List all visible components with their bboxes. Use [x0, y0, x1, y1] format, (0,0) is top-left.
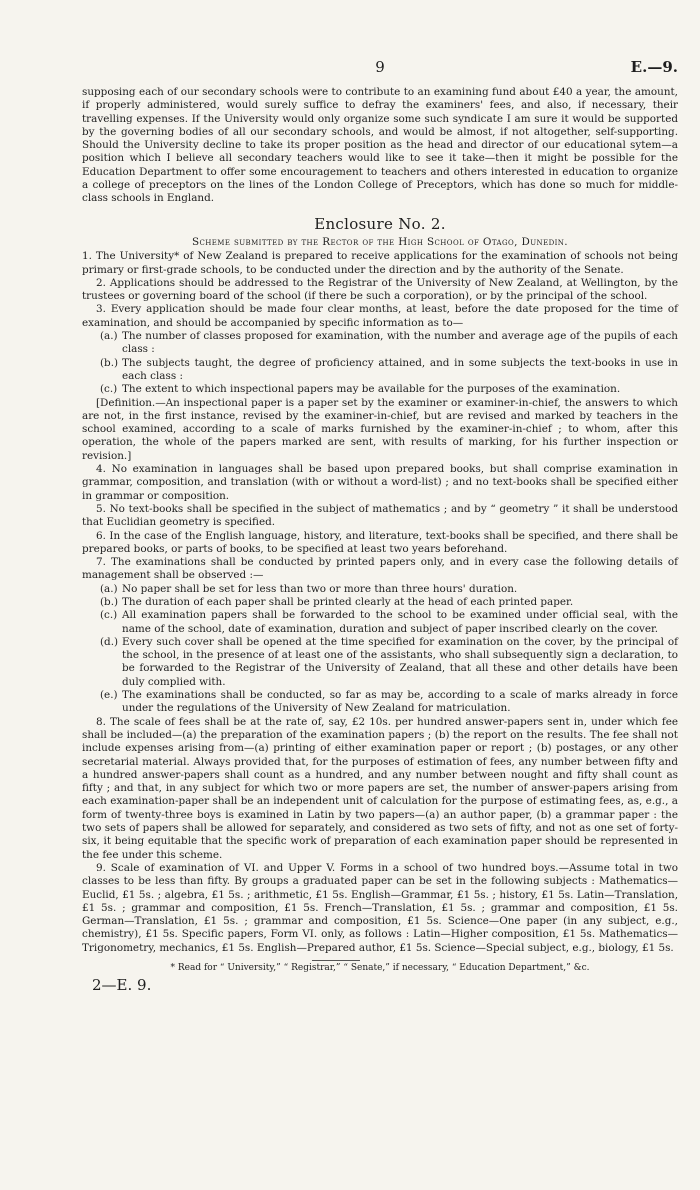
list-item	[100, 689, 678, 716]
list-item-label: (e.)	[100, 689, 118, 702]
page-number: 9	[375, 58, 385, 76]
list-item-text: Every such cover shall be opened at the time specified for examination on the cover, by the principal of the school, in the presence of at least one of the assistants, who shall subsequently sign a declaration, to be forwarded to the Registrar of the University of Zealand, that all these and other details have been duly complied with.	[122, 635, 678, 688]
list-item-label: (b.)	[100, 356, 119, 369]
paragraph-9: 9. Scale of examination of VI. and Upper V. Forms in a school of two hundred boys.—Assume total in two classes to be less than fifty. By groups a graduated paper can be set in the following subjects : Mathematics—Euclid, £1 5s. ; algebra, £1 5s. ; arithmetic, £1 5s. English—Grammar, £1 5s. ; history, £1 5s. Latin—Translation, £1 5s. ; grammar and composition, £1 5s. French—Translation, £1 5s. ; grammar and composition, £1 5s. German—Translation, £1 5s. ; grammar and composition, £1 5s. Science—One paper (in any subject, e.g., chemistry), £1 5s. Specific papers, Form VI. only, as follows : Latin—Higher composition, £1 5s. Mathematics—Trigonometry, mechanics, £1 5s. English—Prepared author, £1 5s. Science—Special subject, e.g., biology, £1 5s.	[82, 861, 678, 954]
enclosure-title: Enclosure No. 2.	[314, 214, 446, 233]
list-item-text: No paper shall be set for less than two or more than three hours' duration.	[122, 582, 518, 595]
footnote: * Read for “ University,” “ Registrar,” “ Senate,” if necessary, “ Education Department,” &c.	[170, 963, 590, 973]
list-item-label: (a.)	[100, 582, 118, 595]
document-body	[82, 86, 678, 993]
paragraph-2: 2. Applications should be addressed to the Registrar of the University of New Zealand, at Wellington, by the trustees or governing board of the school (if there be such a corporation), or by the principal of the school.	[82, 276, 678, 303]
paragraph-5: 5. No text-books shall be specified in the subject of mathematics ; and by “ geometry ” it shall be understood that Euclidian geometry is specified.	[82, 502, 678, 529]
paragraph-3-list	[100, 330, 678, 396]
list-item-text: All examination papers shall be forwarded to the school to be examined under official seal, with the name of the school, date of examination, duration and subject of paper inscribed clearly on the cover.	[122, 609, 678, 635]
list-item	[100, 636, 678, 689]
footnote-rule	[312, 960, 360, 961]
definition-note: [Definition.—An inspectional paper is a paper set by the examiner or examiner-in-chief, the answers to which are not, in the first instance, revised by the examiner-in-chief, but are revised and marked by teachers in the school examined, according to a scale of marks furnished by the examiner-in-chief ; to whom, after this operation, the whole of the papers marked are sent, with results of marking, for his further inspection or revision.]	[82, 396, 678, 462]
page-header	[82, 58, 678, 78]
list-item	[100, 596, 678, 609]
list-item-text: The examinations shall be conducted, so far as may be, according to a scale of marks already in force under the regulations of the University of New Zealand for matriculation.	[122, 689, 678, 715]
list-item-label: (c.)	[100, 609, 118, 622]
list-item	[100, 583, 678, 596]
list-item-label: (d.)	[100, 635, 119, 648]
paragraph-7: 7. The examinations shall be conducted by printed papers only, and in every case the following details of management shall be observed :—	[82, 556, 678, 582]
intro-paragraph: supposing each of our secondary schools were to contribute to an examining fund about £40 a year, the amount, if properly administered, would surely suffice to defray the examiners' fees, and also, if necessary, their travelling expenses. If the University would only organize some such syndicate I am sure it would be supported by the governing bodies of all our secondary schools, and would be almost, if not altogether, self-supporting. Should the University decline to take its proper position as the head and director of our educational sytem—a position which I believe all secondary teachers would like to see it take—then it might be possible for the Education Department to offer some encouragement to teachers and others interested in education to organize a college of preceptors on the lines of the London College of Preceptors, which has done so much for middle-class schools in England.	[82, 86, 678, 205]
list-item-text: The subjects taught, the degree of proficiency attained, and in some subjects the text-books in use in each class :	[122, 356, 678, 382]
paragraph-4: 4. No examination in languages shall be based upon prepared books, but shall comprise examination in grammar, composition, and translation (with or without a word-list) ; and no text-books shall be specified either in grammar or composition.	[82, 463, 678, 502]
paragraph-6: 6. In the case of the English language, history, and literature, text-books shall be specified, and there shall be prepared books, or parts of books, to be specified at least two years beforehand.	[82, 529, 678, 555]
list-item	[100, 383, 678, 396]
list-item	[100, 609, 678, 636]
list-item-text: The extent to which inspectional papers may be available for the purposes of the examination.	[122, 383, 621, 396]
list-item-label: (c.)	[100, 383, 118, 396]
list-item-label: (b.)	[100, 595, 119, 608]
paragraph-3: 3. Every application should be made four clear months, at least, before the date proposed for the time of examination, and should be accompanied by specific information as to—	[82, 303, 678, 329]
list-item	[100, 357, 678, 384]
scheme-title: Scheme submitted by the Rector of the High School of Otago, Dunedin.	[191, 235, 569, 248]
paragraph-7-list	[100, 583, 678, 716]
list-item-label: (a.)	[100, 330, 118, 343]
list-item-text: The duration of each paper shall be printed clearly at the head of each printed paper.	[122, 595, 574, 608]
list-item-text: The number of classes proposed for examination, with the number and average age of the pupils of each class :	[122, 330, 678, 356]
list-item	[100, 330, 678, 357]
document-code: E.—9.	[630, 58, 678, 76]
paragraph-1: 1. The University* of New Zealand is prepared to receive applications for the examination of schools not being primary or first-grade schools, to be conducted under the direction and by the authority of the Senate.	[82, 250, 678, 276]
printer-signature: 2—E. 9.	[92, 976, 152, 995]
paragraph-8: 8. The scale of fees shall be at the rate of, say, £2 10s. per hundred answer-papers sent in, under which fee shall be included—(a) the preparation of the examination papers ; (b) the report on the results. The fee shall not include expenses arising from—(a) printing of either examination paper or report ; (b) postages, or any other secretarial material. Always provided that, for the purposes of estimation of fees, any number between fifty and a hundred answer-papers shall count as a hundred, and any number between nought and fifty shall count as fifty ; and that, in any subject for which two or more papers are set, the number of answer-papers arising from each examination-paper shall be an independent unit of calculation for the purpose of estimating fees, as, e.g., a form of twenty-three boys is examined in Latin by two papers—(a) an author paper, (b) a grammar paper : the two sets of papers shall be allowed for separately, and considered as two sets of fifty, and not as one set of forty-six, it being equitable that the specific work of preparation of each examination paper should be represented in the fee under this scheme.	[82, 715, 678, 861]
